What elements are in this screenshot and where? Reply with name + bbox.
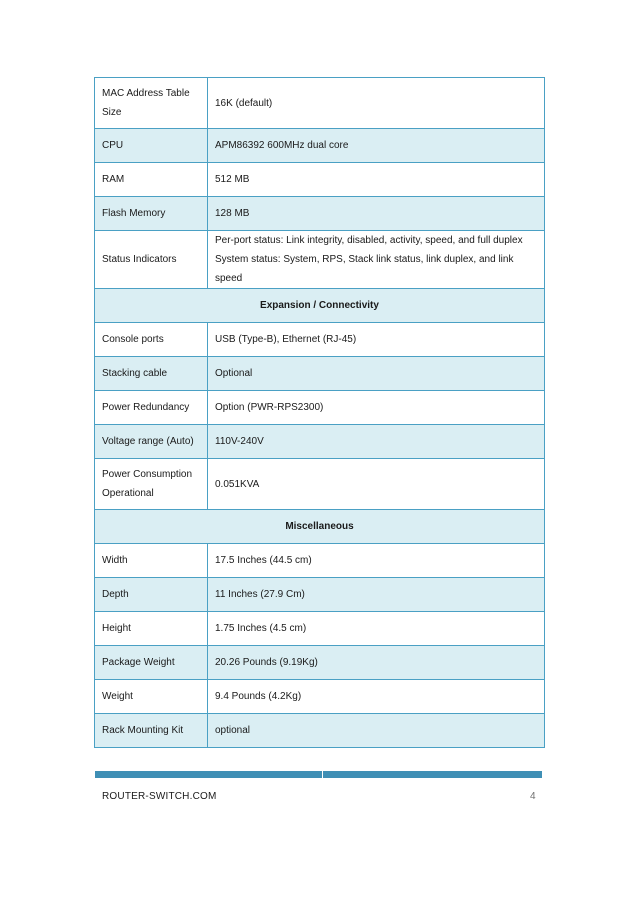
spec-value: 1.75 Inches (4.5 cm)	[208, 612, 545, 646]
table-row	[95, 197, 545, 231]
spec-value: 128 MB	[208, 197, 545, 231]
spec-label: Depth	[95, 578, 208, 612]
table-row	[95, 459, 545, 510]
spec-value: 20.26 Pounds (9.19Kg)	[208, 646, 545, 680]
spec-label: Package Weight	[95, 646, 208, 680]
table-row	[95, 714, 545, 748]
table-row	[95, 612, 545, 646]
spec-label: Console ports	[95, 323, 208, 357]
table-row	[95, 425, 545, 459]
spec-label: Flash Memory	[95, 197, 208, 231]
spec-label: Height	[95, 612, 208, 646]
spec-label: Voltage range (Auto)	[95, 425, 208, 459]
spec-value: 16K (default)	[208, 78, 545, 129]
spec-label: Power Consumption Operational	[95, 459, 208, 510]
spec-value-line: System status: System, RPS, Stack link status, link duplex, and link speed	[215, 254, 514, 284]
spec-label: Rack Mounting Kit	[95, 714, 208, 748]
footer-bar-segment	[95, 771, 322, 778]
footer-site-name: ROUTER-SWITCH.COM	[102, 791, 217, 802]
footer-divider-bar	[95, 771, 542, 778]
spec-value: 9.4 Pounds (4.2Kg)	[208, 680, 545, 714]
spec-value-line: Per-port status: Link integrity, disabled, activity, speed, and full duplex	[215, 235, 523, 246]
table-row	[95, 680, 545, 714]
spec-value: 0.051KVA	[208, 459, 545, 510]
table-row	[95, 231, 545, 289]
spec-value	[208, 231, 545, 289]
footer-bar-segment	[323, 771, 542, 778]
spec-value: Option (PWR-RPS2300)	[208, 391, 545, 425]
section-header-row	[95, 289, 545, 323]
spec-label: MAC Address Table Size	[95, 78, 208, 129]
spec-label: Weight	[95, 680, 208, 714]
table-row	[95, 163, 545, 197]
spec-label: Stacking cable	[95, 357, 208, 391]
spec-value: 512 MB	[208, 163, 545, 197]
spec-value: APM86392 600MHz dual core	[208, 129, 545, 163]
section-header-row	[95, 510, 545, 544]
spec-value: USB (Type-B), Ethernet (RJ-45)	[208, 323, 545, 357]
spec-value: 17.5 Inches (44.5 cm)	[208, 544, 545, 578]
table-row	[95, 391, 545, 425]
spec-value: optional	[208, 714, 545, 748]
table-row	[95, 544, 545, 578]
spec-value: 110V-240V	[208, 425, 545, 459]
table-row	[95, 646, 545, 680]
table-row	[95, 323, 545, 357]
section-title: Miscellaneous	[95, 510, 545, 544]
table-row	[95, 357, 545, 391]
spec-label: Power Redundancy	[95, 391, 208, 425]
spec-label: Width	[95, 544, 208, 578]
section-title: Expansion / Connectivity	[95, 289, 545, 323]
spec-value: 11 Inches (27.9 Cm)	[208, 578, 545, 612]
spec-table	[94, 77, 545, 748]
spec-label: CPU	[95, 129, 208, 163]
spec-value: Optional	[208, 357, 545, 391]
spec-label: Status Indicators	[95, 231, 208, 289]
table-row	[95, 129, 545, 163]
table-row	[95, 78, 545, 129]
page-number: 4	[530, 791, 536, 802]
table-row	[95, 578, 545, 612]
spec-label: RAM	[95, 163, 208, 197]
